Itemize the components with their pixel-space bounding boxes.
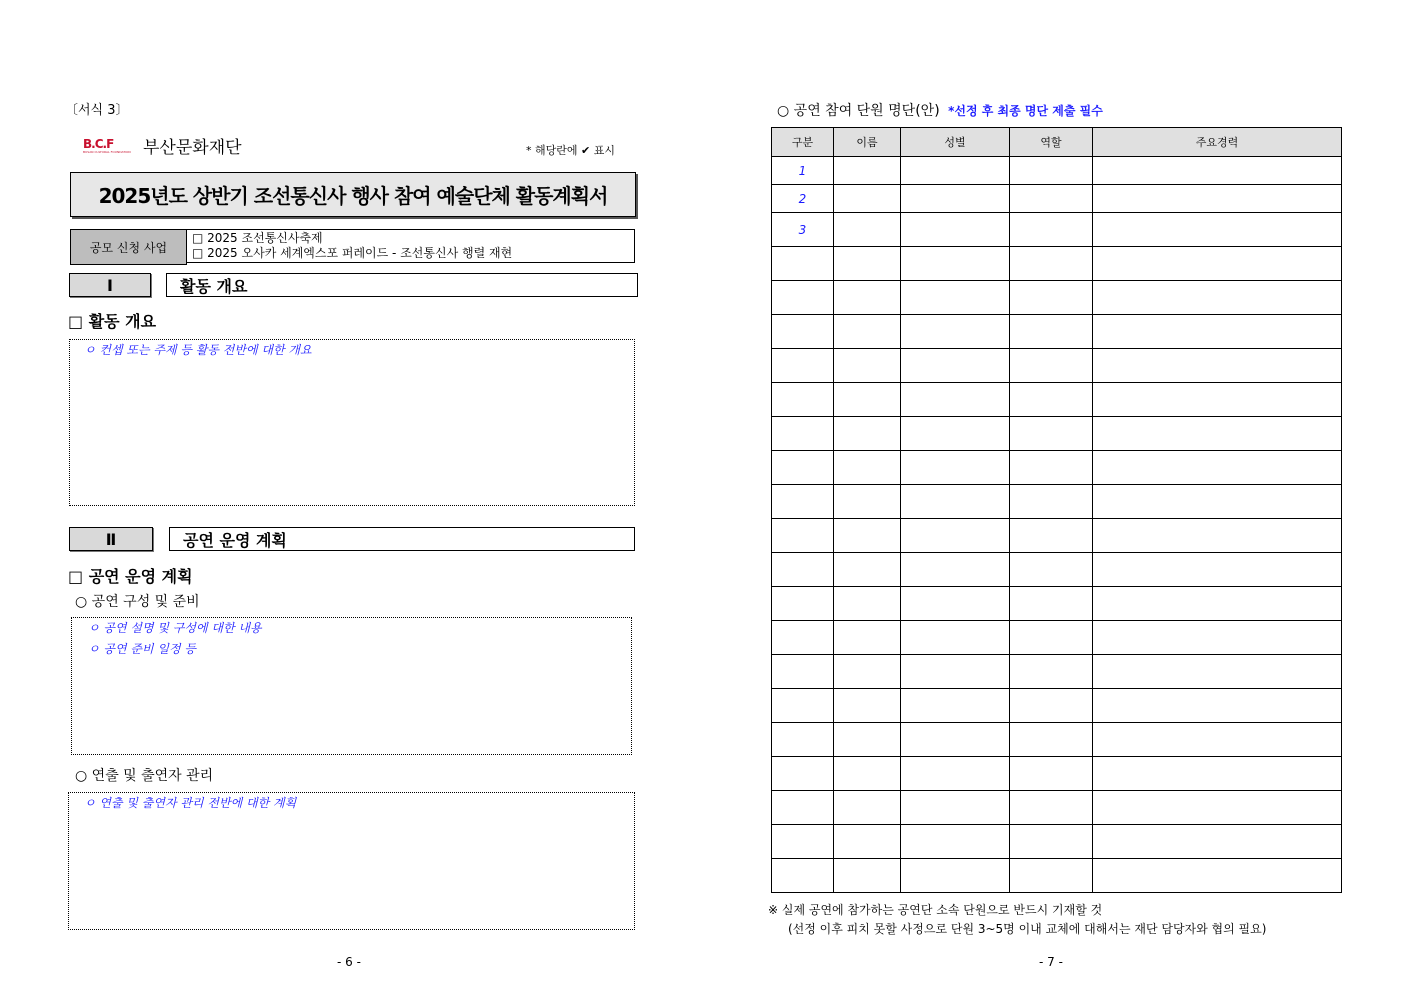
table-row (772, 723, 1342, 757)
career-cell[interactable] (1093, 757, 1342, 791)
roster-body (772, 157, 1342, 893)
row-index-cell[interactable] (772, 655, 834, 689)
name-cell[interactable] (834, 723, 901, 757)
col-header-career: 주요경력 (1093, 128, 1342, 157)
row-index-cell[interactable] (772, 383, 834, 417)
row-index-cell[interactable] (772, 349, 834, 383)
direction-box[interactable] (68, 792, 635, 930)
apply-option-festival[interactable]: □ 2025 조선통신사축제 (192, 231, 323, 245)
career-cell[interactable] (1093, 723, 1342, 757)
career-cell[interactable] (1093, 185, 1342, 213)
row-index-cell[interactable] (772, 587, 834, 621)
sub-heading-direction: ○ 연출 및 출연자 관리 (75, 768, 214, 784)
check-note: * 해당란에 ✔ 표시 (526, 144, 615, 157)
page-number-left: - 6 - (337, 955, 361, 969)
name-cell[interactable] (834, 185, 901, 213)
gender-cell[interactable] (901, 349, 1010, 383)
row-index-cell[interactable] (772, 723, 834, 757)
gender-cell[interactable] (901, 315, 1010, 349)
row-index-cell[interactable] (772, 417, 834, 451)
role-cell[interactable] (1010, 383, 1093, 417)
col-header-role: 역할 (1010, 128, 1093, 157)
apply-label: 공모 신청 사업 (70, 229, 187, 265)
logo-name: 부산문화재단 (143, 138, 242, 158)
row-index-cell[interactable] (772, 859, 834, 893)
roster-note-2: (선정 이후 피치 못할 사정으로 단원 3~5명 이내 교체에 대해서는 재단 담당자와 협의 필요) (788, 922, 1267, 936)
role-cell[interactable] (1010, 157, 1093, 185)
row-index-cell[interactable] (772, 485, 834, 519)
gender-cell[interactable] (901, 383, 1010, 417)
section1-title: 활동 개요 (166, 273, 638, 297)
section2-title: 공연 운영 계획 (169, 527, 635, 551)
table-row (772, 417, 1342, 451)
name-cell[interactable] (834, 791, 901, 825)
gender-cell[interactable] (901, 859, 1010, 893)
gender-cell[interactable] (901, 723, 1010, 757)
role-cell[interactable] (1010, 655, 1093, 689)
table-row (772, 689, 1342, 723)
role-cell[interactable] (1010, 315, 1093, 349)
career-cell[interactable] (1093, 157, 1342, 185)
name-cell[interactable] (834, 417, 901, 451)
gender-cell[interactable] (901, 213, 1010, 247)
career-cell[interactable] (1093, 621, 1342, 655)
name-cell[interactable] (834, 157, 901, 185)
roster-required-note: *선정 후 최종 명단 제출 필수 (948, 104, 1103, 118)
name-cell[interactable] (834, 655, 901, 689)
career-cell[interactable] (1093, 825, 1342, 859)
name-cell[interactable] (834, 281, 901, 315)
role-cell[interactable] (1010, 281, 1093, 315)
row-index-cell[interactable] (772, 451, 834, 485)
table-row (772, 825, 1342, 859)
name-cell[interactable] (834, 349, 901, 383)
table-row (772, 281, 1342, 315)
career-cell[interactable] (1093, 383, 1342, 417)
row-index-cell[interactable] (772, 791, 834, 825)
career-cell[interactable] (1093, 247, 1342, 281)
career-cell[interactable] (1093, 213, 1342, 247)
table-row (772, 315, 1342, 349)
section1-number: Ⅰ (69, 273, 151, 297)
member-roster-table (771, 127, 1342, 893)
role-cell[interactable] (1010, 185, 1093, 213)
role-cell[interactable] (1010, 689, 1093, 723)
table-row (772, 757, 1342, 791)
logo (83, 133, 242, 158)
table-row (772, 383, 1342, 417)
row-index-cell[interactable] (772, 757, 834, 791)
role-cell[interactable] (1010, 213, 1093, 247)
role-cell[interactable] (1010, 621, 1093, 655)
table-row (772, 791, 1342, 825)
career-cell[interactable] (1093, 417, 1342, 451)
name-cell[interactable] (834, 315, 901, 349)
gender-cell[interactable] (901, 757, 1010, 791)
section2-heading: □ 공연 운영 계획 (68, 567, 193, 586)
career-cell[interactable] (1093, 553, 1342, 587)
name-cell[interactable] (834, 451, 901, 485)
table-row (772, 349, 1342, 383)
activity-overview-box[interactable] (69, 339, 635, 506)
gender-cell[interactable] (901, 485, 1010, 519)
career-cell[interactable] (1093, 349, 1342, 383)
role-cell[interactable] (1010, 417, 1093, 451)
row-index-cell[interactable] (772, 281, 834, 315)
table-row (772, 621, 1342, 655)
name-cell[interactable] (834, 383, 901, 417)
composition-box[interactable] (71, 617, 632, 755)
roster-note-1: ※ 실제 공연에 참가하는 공연단 소속 단원으로 반드시 기재할 것 (768, 903, 1103, 917)
table-row (772, 157, 1342, 185)
form-number: 〔서식 3〕 (65, 103, 129, 118)
gender-cell[interactable] (901, 825, 1010, 859)
name-cell[interactable] (834, 757, 901, 791)
gender-cell[interactable] (901, 281, 1010, 315)
name-cell[interactable] (834, 859, 901, 893)
gender-cell[interactable] (901, 185, 1010, 213)
col-header-no: 구분 (772, 128, 834, 157)
row-index-cell[interactable]: 2 (772, 185, 834, 213)
name-cell[interactable] (834, 213, 901, 247)
row-index-cell[interactable] (772, 553, 834, 587)
role-cell[interactable] (1010, 825, 1093, 859)
apply-options (186, 229, 635, 263)
gender-cell[interactable] (901, 655, 1010, 689)
career-cell[interactable] (1093, 485, 1342, 519)
gender-cell[interactable] (901, 247, 1010, 281)
gender-cell[interactable] (901, 417, 1010, 451)
table-row (772, 587, 1342, 621)
role-cell[interactable] (1010, 349, 1093, 383)
row-index-cell[interactable] (772, 315, 834, 349)
career-cell[interactable] (1093, 587, 1342, 621)
row-index-cell[interactable] (772, 519, 834, 553)
table-row (772, 247, 1342, 281)
gender-cell[interactable] (901, 553, 1010, 587)
name-cell[interactable] (834, 621, 901, 655)
role-cell[interactable] (1010, 451, 1093, 485)
col-header-name: 이름 (834, 128, 901, 157)
name-cell[interactable] (834, 825, 901, 859)
name-cell[interactable] (834, 553, 901, 587)
table-row (772, 485, 1342, 519)
role-cell[interactable] (1010, 485, 1093, 519)
gender-cell[interactable] (901, 451, 1010, 485)
gender-cell[interactable] (901, 689, 1010, 723)
career-cell[interactable] (1093, 519, 1342, 553)
table-row (772, 185, 1342, 213)
row-index-cell[interactable] (772, 689, 834, 723)
career-cell[interactable] (1093, 315, 1342, 349)
row-index-cell[interactable] (772, 247, 834, 281)
career-cell[interactable] (1093, 281, 1342, 315)
gender-cell[interactable] (901, 791, 1010, 825)
role-cell[interactable] (1010, 587, 1093, 621)
name-cell[interactable] (834, 485, 901, 519)
col-header-gender: 성별 (901, 128, 1010, 157)
career-cell[interactable] (1093, 655, 1342, 689)
roster-title-text: ○ 공연 참여 단원 명단(안) (777, 103, 940, 119)
composition-guide-1: ㅇ 공연 설명 및 구성에 대한 내용 (88, 621, 262, 635)
role-cell[interactable] (1010, 247, 1093, 281)
table-row (772, 655, 1342, 689)
table-row (772, 859, 1342, 893)
name-cell[interactable] (834, 519, 901, 553)
gender-cell[interactable] (901, 519, 1010, 553)
career-cell[interactable] (1093, 451, 1342, 485)
table-row (772, 451, 1342, 485)
gender-cell[interactable] (901, 621, 1010, 655)
apply-option-osaka[interactable]: □ 2025 오사카 세계엑스포 퍼레이드 - 조선통신사 행렬 재현 (192, 246, 513, 260)
section2-number: Ⅱ (69, 527, 153, 551)
row-index-cell[interactable] (772, 825, 834, 859)
page-number-right: - 7 - (1039, 955, 1063, 969)
gender-cell[interactable] (901, 587, 1010, 621)
name-cell[interactable] (834, 247, 901, 281)
composition-guide-2: ㅇ 공연 준비 일정 등 (88, 642, 196, 656)
row-index-cell[interactable]: 3 (772, 213, 834, 247)
role-cell[interactable] (1010, 791, 1093, 825)
table-row (772, 519, 1342, 553)
direction-guide-text: ㅇ 연출 및 출연자 관리 전반에 대한 계획 (84, 796, 297, 810)
section1-heading: □ 활동 개요 (68, 312, 157, 331)
foundation-logo-icon: B.C.F BUSAN CULTURAL FOUNDATION (83, 136, 131, 154)
gender-cell[interactable] (901, 157, 1010, 185)
career-cell[interactable] (1093, 859, 1342, 893)
role-cell[interactable] (1010, 859, 1093, 893)
roster-title (777, 100, 1103, 120)
role-cell[interactable] (1010, 723, 1093, 757)
row-index-cell[interactable]: 1 (772, 157, 834, 185)
role-cell[interactable] (1010, 553, 1093, 587)
name-cell[interactable] (834, 587, 901, 621)
document-title: 2025년도 상반기 조선통신사 행사 참여 예술단체 활동계획서 (70, 172, 636, 217)
career-cell[interactable] (1093, 689, 1342, 723)
table-row (772, 553, 1342, 587)
career-cell[interactable] (1093, 791, 1342, 825)
name-cell[interactable] (834, 689, 901, 723)
role-cell[interactable] (1010, 519, 1093, 553)
row-index-cell[interactable] (772, 621, 834, 655)
table-row (772, 213, 1342, 247)
overview-guide-text: ㅇ 컨셉 또는 주제 등 활동 전반에 대한 개요 (84, 343, 312, 357)
role-cell[interactable] (1010, 757, 1093, 791)
sub-heading-composition: ○ 공연 구성 및 준비 (75, 594, 200, 610)
